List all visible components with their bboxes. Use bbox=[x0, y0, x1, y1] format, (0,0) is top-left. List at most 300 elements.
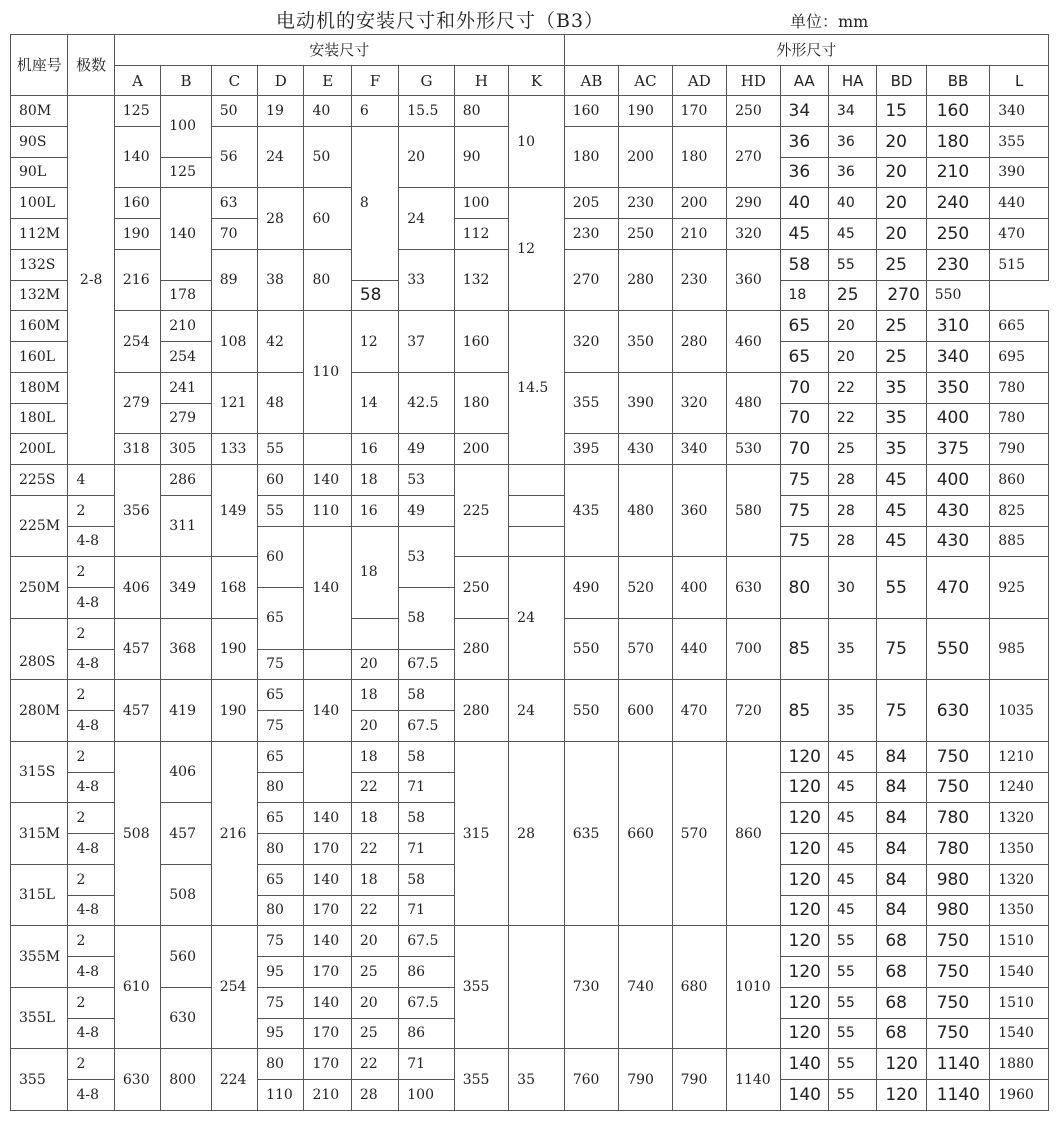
cell-bb: 400 bbox=[926, 403, 990, 434]
cell-a: 254 bbox=[114, 311, 160, 373]
cell-aa: 75 bbox=[780, 495, 828, 526]
cell-aa: 70 bbox=[780, 372, 828, 403]
cell-g: 67.5 bbox=[399, 711, 454, 742]
cell-aa: 58 bbox=[351, 280, 398, 311]
cell-bb: 375 bbox=[926, 434, 990, 465]
cell-ha: 55 bbox=[828, 926, 876, 957]
cell-f: 18 bbox=[351, 526, 398, 618]
cell-ha: 55 bbox=[828, 987, 876, 1018]
cell-ad: 400 bbox=[672, 557, 726, 619]
cell-hd: 700 bbox=[727, 618, 780, 680]
cell-h: 132 bbox=[454, 249, 508, 311]
cell-e: 80 bbox=[304, 249, 351, 311]
cell-ab: 355 bbox=[564, 372, 618, 434]
cell-ad: 470 bbox=[672, 680, 726, 742]
cell-g: 37 bbox=[399, 311, 454, 373]
cell-aa: 120 bbox=[780, 926, 828, 957]
cell-d: 28 bbox=[258, 188, 304, 250]
cell-hd: 480 bbox=[727, 372, 780, 434]
cell-ab: 550 bbox=[564, 618, 618, 680]
cell-ac: 570 bbox=[619, 618, 672, 680]
cell-g: 71 bbox=[399, 834, 454, 865]
cell-h: 100 bbox=[454, 188, 508, 219]
cell-b: 560 bbox=[161, 926, 211, 988]
cell-d: 75 bbox=[258, 711, 304, 742]
cell-bd: 20 bbox=[877, 188, 926, 219]
cell-bb: 750 bbox=[926, 926, 990, 957]
cell-bd: 84 bbox=[877, 772, 926, 803]
cell-l: 1035 bbox=[990, 680, 1049, 742]
cell-d: 110 bbox=[258, 1080, 304, 1111]
cell-l: 550 bbox=[926, 280, 990, 311]
table-row bbox=[11, 188, 1049, 219]
col-header: K bbox=[509, 66, 565, 96]
table-row bbox=[11, 495, 1049, 526]
cell-ha: 35 bbox=[828, 680, 876, 742]
cell-poles: 4-8 bbox=[68, 711, 114, 742]
cell-ab: 270 bbox=[564, 249, 618, 311]
cell-k bbox=[509, 526, 565, 557]
cell-e: 110 bbox=[304, 495, 351, 526]
cell-bd: 120 bbox=[877, 1049, 926, 1080]
table-row bbox=[11, 465, 1049, 496]
cell-frame: 315M bbox=[11, 803, 68, 865]
cell-c: 190 bbox=[211, 618, 257, 680]
cell-poles: 2 bbox=[68, 1049, 114, 1080]
cell-l: 1240 bbox=[990, 772, 1049, 803]
cell-bd: 84 bbox=[877, 895, 926, 926]
cell-f: 22 bbox=[351, 834, 398, 865]
cell-b: 100 bbox=[161, 96, 211, 158]
cell-bd: 20 bbox=[877, 126, 926, 157]
table-row bbox=[11, 96, 1049, 127]
cell-ac: 200 bbox=[619, 126, 672, 188]
cell-aa: 65 bbox=[780, 311, 828, 342]
cell-poles: 2 bbox=[68, 926, 114, 957]
cell-k: 24 bbox=[509, 557, 565, 680]
cell-ha: 40 bbox=[828, 188, 876, 219]
cell-hd: 270 bbox=[727, 126, 780, 188]
cell-frame: 315S bbox=[11, 741, 68, 803]
cell-e: 140 bbox=[304, 987, 351, 1018]
cell-f: 22 bbox=[351, 772, 398, 803]
cell-bb: 160 bbox=[926, 96, 990, 127]
cell-g: 58 bbox=[399, 588, 454, 650]
col-header: G bbox=[399, 66, 454, 96]
cell-ha: 45 bbox=[828, 864, 876, 895]
table-row bbox=[11, 741, 1049, 772]
cell-h: 180 bbox=[454, 372, 508, 434]
cell-bd: 35 bbox=[877, 403, 926, 434]
cell-d: 75 bbox=[258, 926, 304, 957]
cell-frame: 160M bbox=[11, 311, 68, 342]
cell-bd: 84 bbox=[877, 834, 926, 865]
cell-f: 14 bbox=[351, 372, 398, 434]
cell-poles: 2 bbox=[68, 618, 114, 649]
cell-b: 254 bbox=[161, 342, 211, 373]
cell-a: 318 bbox=[114, 434, 160, 465]
cell-frame: 180L bbox=[11, 403, 68, 434]
cell-bd: 45 bbox=[877, 495, 926, 526]
cell-ha: 35 bbox=[828, 618, 876, 680]
col-header: BB bbox=[926, 66, 990, 96]
cell-d: 55 bbox=[258, 434, 304, 465]
cell-bb: 240 bbox=[926, 188, 990, 219]
cell-hd: 580 bbox=[727, 465, 780, 557]
cell-bd: 75 bbox=[877, 618, 926, 680]
cell-ab: 730 bbox=[564, 926, 618, 1049]
cell-aa: 120 bbox=[780, 772, 828, 803]
cell-bd: 25 bbox=[828, 280, 876, 311]
cell-hd: 460 bbox=[727, 311, 780, 373]
cell-e: 140 bbox=[304, 680, 351, 742]
cell-c: 121 bbox=[211, 372, 257, 434]
cell-ha: 30 bbox=[828, 557, 876, 619]
cell-b: 368 bbox=[161, 618, 211, 680]
cell-e: 170 bbox=[304, 895, 351, 926]
col-header: A bbox=[114, 66, 160, 96]
cell-ad: 320 bbox=[672, 372, 726, 434]
cell-frame: 90S bbox=[11, 126, 68, 157]
cell-ha: 34 bbox=[828, 96, 876, 127]
cell-g: 100 bbox=[399, 1080, 454, 1111]
col-header: C bbox=[211, 66, 257, 96]
cell-d: 60 bbox=[258, 465, 304, 496]
cell-bd: 35 bbox=[877, 372, 926, 403]
cell-e: 140 bbox=[304, 465, 351, 496]
col-header: AD bbox=[672, 66, 726, 96]
cell-d: 65 bbox=[258, 803, 304, 834]
cell-l: 695 bbox=[990, 342, 1049, 373]
cell-poles: 4-8 bbox=[68, 834, 114, 865]
cell-f: 18 bbox=[351, 803, 398, 834]
cell-h: 225 bbox=[454, 465, 508, 557]
cell-aa: 80 bbox=[780, 557, 828, 619]
cell-poles: 2 bbox=[68, 495, 114, 526]
cell-h: 80 bbox=[454, 96, 508, 127]
cell-bb: 340 bbox=[926, 342, 990, 373]
cell-frame: 90L bbox=[11, 157, 68, 188]
cell-a: 160 bbox=[114, 188, 160, 219]
cell-ab: 230 bbox=[564, 219, 618, 250]
cell-ad: 680 bbox=[672, 926, 726, 1049]
cell-bd: 120 bbox=[877, 1080, 926, 1111]
cell-frame: 160L bbox=[11, 342, 68, 373]
cell-c: 56 bbox=[211, 126, 257, 188]
cell-poles: 4-8 bbox=[68, 895, 114, 926]
cell-frame: 315L bbox=[11, 864, 68, 926]
cell-aa: 75 bbox=[780, 465, 828, 496]
cell-bd: 45 bbox=[877, 465, 926, 496]
cell-f: 20 bbox=[351, 711, 398, 742]
cell-g: 67.5 bbox=[399, 987, 454, 1018]
cell-ha: 20 bbox=[828, 342, 876, 373]
cell-g: 15.5 bbox=[399, 96, 454, 127]
cell-bd: 25 bbox=[877, 249, 926, 280]
cell-aa: 120 bbox=[780, 803, 828, 834]
cell-g: 24 bbox=[399, 188, 454, 250]
cell-l: 860 bbox=[990, 465, 1049, 496]
cell-a: 508 bbox=[114, 741, 160, 926]
cell-a: 457 bbox=[114, 680, 160, 742]
cell-e: 170 bbox=[304, 1049, 351, 1080]
cell-ab: 435 bbox=[564, 465, 618, 557]
header-install: 安装尺寸 bbox=[114, 35, 564, 66]
cell-frame: 200L bbox=[11, 434, 68, 465]
cell-g: 49 bbox=[399, 495, 454, 526]
table-body bbox=[11, 96, 1049, 1111]
cell-ha: 45 bbox=[828, 219, 876, 250]
cell-l: 780 bbox=[990, 372, 1049, 403]
cell-aa: 36 bbox=[780, 157, 828, 188]
cell-l: 1320 bbox=[990, 864, 1049, 895]
cell-frame: 355M bbox=[11, 926, 68, 988]
cell-bd: 25 bbox=[877, 342, 926, 373]
cell-a: 356 bbox=[114, 465, 160, 557]
cell-bb: 180 bbox=[926, 126, 990, 157]
cell-d: 42 bbox=[258, 311, 304, 373]
cell-poles: 2 bbox=[68, 803, 114, 834]
cell-bb: 750 bbox=[926, 741, 990, 772]
cell-g: 42.5 bbox=[399, 372, 454, 434]
cell-ad: 570 bbox=[672, 741, 726, 926]
cell-f: 28 bbox=[351, 1080, 398, 1111]
cell-bd: 45 bbox=[877, 526, 926, 557]
cell-f: 8 bbox=[351, 126, 398, 280]
cell-ha: 55 bbox=[828, 1018, 876, 1049]
cell-f: 18 bbox=[351, 864, 398, 895]
cell-bb: 470 bbox=[926, 557, 990, 619]
title-row bbox=[0, 0, 1057, 34]
cell-c: 216 bbox=[211, 741, 257, 926]
cell-ad: 170 bbox=[672, 96, 726, 127]
cell-f: 18 bbox=[351, 465, 398, 496]
cell-b: 630 bbox=[161, 987, 211, 1049]
cell-e: 140 bbox=[304, 864, 351, 895]
cell-bb: 980 bbox=[926, 895, 990, 926]
cell-ad: 340 bbox=[672, 434, 726, 465]
cell-b: 406 bbox=[161, 741, 211, 803]
cell-h: 315 bbox=[454, 741, 508, 926]
cell-frame: 132M bbox=[11, 280, 68, 311]
cell-bd: 25 bbox=[877, 311, 926, 342]
cell-poles: 2 bbox=[68, 680, 114, 711]
cell-ab: 205 bbox=[564, 188, 618, 219]
col-header: F bbox=[351, 66, 398, 96]
cell-bd: 68 bbox=[877, 957, 926, 988]
cell-f: 22 bbox=[351, 895, 398, 926]
cell-c: 50 bbox=[211, 96, 257, 127]
cell-ad: 200 bbox=[672, 188, 726, 219]
cell-e bbox=[304, 741, 351, 803]
cell-c: 190 bbox=[211, 680, 257, 742]
cell-aa: 120 bbox=[780, 895, 828, 926]
cell-b: 457 bbox=[161, 803, 211, 865]
cell-aa: 36 bbox=[780, 126, 828, 157]
cell-bb: 230 bbox=[926, 249, 990, 280]
cell-d: 80 bbox=[258, 772, 304, 803]
cell-aa: 120 bbox=[780, 834, 828, 865]
cell-ab: 635 bbox=[564, 741, 618, 926]
cell-b: 311 bbox=[161, 495, 211, 557]
cell-e: 170 bbox=[304, 957, 351, 988]
cell-bd: 84 bbox=[877, 803, 926, 834]
cell-bb: 400 bbox=[926, 465, 990, 496]
table-row bbox=[11, 311, 1049, 342]
cell-g: 33 bbox=[399, 249, 454, 311]
cell-a: 457 bbox=[114, 618, 160, 680]
cell-bd: 68 bbox=[877, 926, 926, 957]
cell-ha: 55 bbox=[828, 1080, 876, 1111]
cell-ab: 160 bbox=[564, 96, 618, 127]
table-row bbox=[11, 1049, 1049, 1080]
cell-poles: 2 bbox=[68, 741, 114, 772]
cell-ac: 480 bbox=[619, 465, 672, 557]
cell-poles: 4-8 bbox=[68, 526, 114, 557]
cell-b: 305 bbox=[161, 434, 211, 465]
cell-g: 71 bbox=[399, 1049, 454, 1080]
cell-h: 90 bbox=[454, 126, 508, 188]
cell-bb: 980 bbox=[926, 864, 990, 895]
cell-bd: 20 bbox=[877, 219, 926, 250]
cell-e: 40 bbox=[304, 96, 351, 127]
cell-ab: 320 bbox=[564, 311, 618, 373]
cell-poles: 2 bbox=[68, 557, 114, 588]
cell-l: 885 bbox=[990, 526, 1049, 557]
cell-f: 22 bbox=[351, 1049, 398, 1080]
cell-aa: 120 bbox=[780, 987, 828, 1018]
cell-g: 20 bbox=[399, 126, 454, 188]
cell-poles: 4-8 bbox=[68, 1080, 114, 1111]
cell-g: 71 bbox=[399, 772, 454, 803]
cell-a: 125 bbox=[114, 96, 160, 127]
cell-a: 406 bbox=[114, 557, 160, 619]
cell-k bbox=[509, 495, 565, 526]
cell-ha: 20 bbox=[828, 311, 876, 342]
cell-l: 825 bbox=[990, 495, 1049, 526]
cell-hd: 290 bbox=[727, 188, 780, 219]
cell-bb: 750 bbox=[926, 772, 990, 803]
cell-e bbox=[304, 434, 351, 465]
cell-l: 1350 bbox=[990, 895, 1049, 926]
cell-l: 340 bbox=[990, 96, 1049, 127]
cell-h: 280 bbox=[454, 618, 508, 680]
cell-bd: 35 bbox=[877, 434, 926, 465]
cell-ac: 660 bbox=[619, 741, 672, 926]
cell-d: 65 bbox=[258, 864, 304, 895]
cell-b: 800 bbox=[161, 1049, 211, 1111]
cell-d: 65 bbox=[258, 680, 304, 711]
table-row bbox=[11, 926, 1049, 957]
cell-ha: 28 bbox=[828, 495, 876, 526]
cell-k bbox=[509, 926, 565, 1049]
col-header: D bbox=[258, 66, 304, 96]
cell-ad: 210 bbox=[672, 219, 726, 250]
cell-ac: 190 bbox=[619, 96, 672, 127]
cell-c: 108 bbox=[211, 311, 257, 373]
cell-aa: 58 bbox=[780, 249, 828, 280]
cell-c: 133 bbox=[211, 434, 257, 465]
cell-ad: 440 bbox=[672, 618, 726, 680]
cell-g: 49 bbox=[399, 434, 454, 465]
cell-ac: 230 bbox=[619, 188, 672, 219]
cell-d: 48 bbox=[258, 372, 304, 434]
cell-l: 1540 bbox=[990, 1018, 1049, 1049]
cell-ab: 395 bbox=[564, 434, 618, 465]
cell-frame: 80M bbox=[11, 96, 68, 127]
cell-hd: 250 bbox=[727, 96, 780, 127]
cell-d: 55 bbox=[258, 495, 304, 526]
cell-e: 140 bbox=[304, 926, 351, 957]
cell-bb: 1140 bbox=[926, 1049, 990, 1080]
cell-aa: 120 bbox=[780, 1018, 828, 1049]
cell-ac: 600 bbox=[619, 680, 672, 742]
cell-l: 470 bbox=[990, 219, 1049, 250]
cell-k: 14.5 bbox=[509, 311, 565, 465]
cell-l: 1350 bbox=[990, 834, 1049, 865]
cell-g: 58 bbox=[399, 803, 454, 834]
cell-d: 75 bbox=[258, 987, 304, 1018]
cell-poles: 2 bbox=[68, 987, 114, 1018]
cell-e bbox=[304, 649, 351, 680]
cell-bd: 20 bbox=[877, 157, 926, 188]
cell-ha: 45 bbox=[828, 741, 876, 772]
cell-aa: 45 bbox=[780, 219, 828, 250]
cell-e: 210 bbox=[304, 1080, 351, 1111]
col-header: AA bbox=[780, 66, 828, 96]
cell-hd: 530 bbox=[727, 434, 780, 465]
cell-hd: 1010 bbox=[727, 926, 780, 1049]
cell-d: 65 bbox=[258, 741, 304, 772]
cell-bb: 350 bbox=[926, 372, 990, 403]
cell-aa: 120 bbox=[780, 864, 828, 895]
cell-f: 20 bbox=[351, 926, 398, 957]
cell-ha: 18 bbox=[780, 280, 828, 311]
cell-ac: 350 bbox=[619, 311, 672, 373]
cell-k: 24 bbox=[509, 680, 565, 742]
cell-ha: 45 bbox=[828, 803, 876, 834]
cell-e: 140 bbox=[304, 526, 351, 649]
cell-l: 1320 bbox=[990, 803, 1049, 834]
cell-frame: 280M bbox=[11, 680, 68, 742]
cell-h: 280 bbox=[454, 680, 508, 742]
cell-ab: 490 bbox=[564, 557, 618, 619]
cell-poles: 2-8 bbox=[68, 96, 114, 465]
cell-g: 58 bbox=[399, 864, 454, 895]
table-row bbox=[11, 680, 1049, 711]
cell-hd: 360 bbox=[727, 249, 780, 311]
cell-frame: 100L bbox=[11, 188, 68, 219]
cell-k: 10 bbox=[509, 96, 565, 188]
cell-frame: 355 bbox=[11, 1049, 68, 1111]
cell-hd: 630 bbox=[727, 557, 780, 619]
cell-frame: 112M bbox=[11, 219, 68, 250]
cell-bd: 55 bbox=[877, 557, 926, 619]
cell-ab: 550 bbox=[564, 680, 618, 742]
cell-ha: 45 bbox=[828, 772, 876, 803]
col-header: AB bbox=[564, 66, 618, 96]
cell-f: 25 bbox=[351, 957, 398, 988]
cell-b: 349 bbox=[161, 557, 211, 619]
cell-l: 1510 bbox=[990, 987, 1049, 1018]
cell-l: 1510 bbox=[990, 926, 1049, 957]
cell-bb: 310 bbox=[926, 311, 990, 342]
cell-ab: 760 bbox=[564, 1049, 618, 1111]
cell-a: 140 bbox=[114, 126, 160, 188]
cell-ad: 790 bbox=[672, 1049, 726, 1111]
cell-b: 286 bbox=[161, 465, 211, 496]
cell-aa: 70 bbox=[780, 434, 828, 465]
